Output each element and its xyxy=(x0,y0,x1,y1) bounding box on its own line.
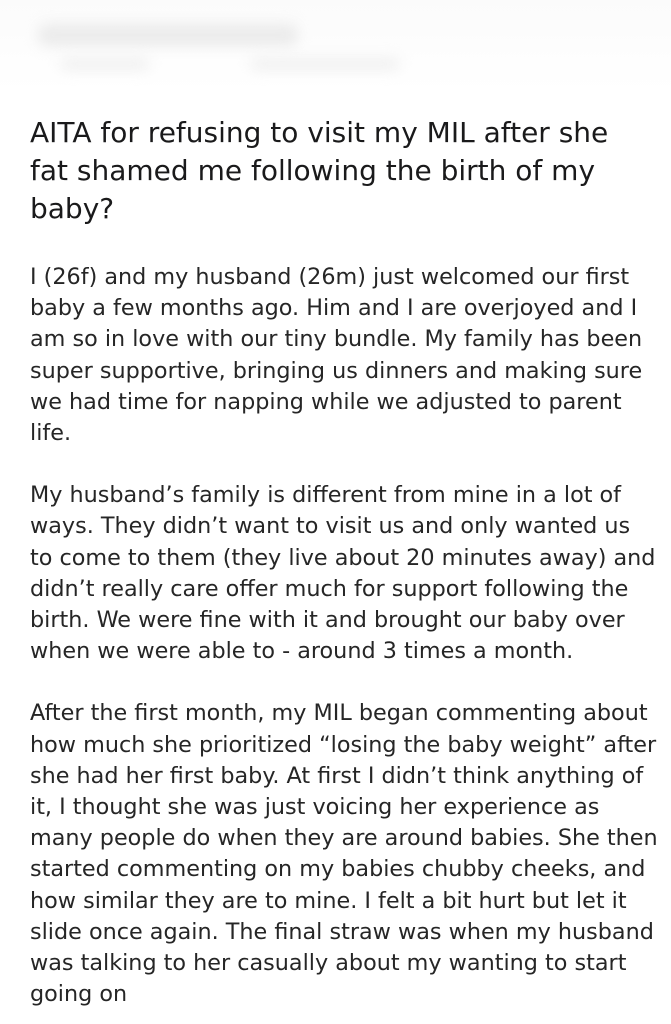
post-paragraph: My husband’s family is different from mine in a lot of ways. They didn’t want to visit us and only wanted us to come to them (they live about 20 minutes away) and didn’t really care offer much for support following the birth. We were fine with it and brought our baby over when we were able to - around 3 times a month. xyxy=(30,482,656,665)
blurred-subreddit-name xyxy=(38,24,298,46)
blurred-timestamp xyxy=(250,58,400,70)
post-paragraph: After the first month, my MIL began commenting about how much she prioritized “losing the baby weight” after she had her first baby. At first I didn’t think anything of it, I thought she was just voicing her experience as many people do when they are around babies. She then started commenting on my babies chubby cheeks, and how similar they are to mine. I felt a bit hurt but let it slide once again. The final straw was when my husband was talking to her casually about my wanting to start going on xyxy=(30,700,658,1008)
blurred-header xyxy=(0,0,671,92)
post-paragraph: I (26f) and my husband (26m) just welcomed our first baby a few months ago. Him and I are overjoyed and I am so in love with our tiny bundle. My family has been super supportive, bringing us dinners and making sure we had time for napping while we adjusted to parent life. xyxy=(30,264,643,447)
blurred-username xyxy=(60,58,150,70)
post-body xyxy=(30,262,658,1024)
post-title: AITA for refusing to visit my MIL after she fat shamed me following the birth of my baby? xyxy=(30,116,609,225)
